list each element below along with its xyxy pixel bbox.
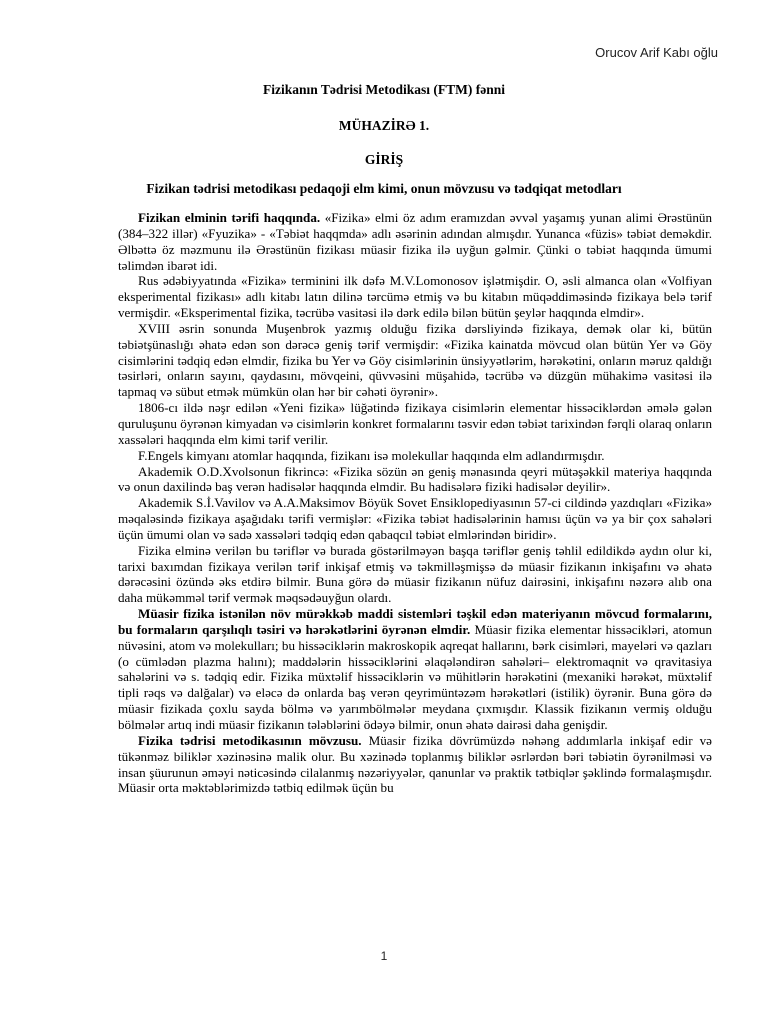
paragraph	[118, 495, 712, 543]
paragraph	[118, 210, 712, 273]
paragraph-text: Müasir fizika elementar hissəcikləri, atomun nüvəsini, atom və molekulları; bu hissəciklərin makroskopik aqreqat hallarını, bərk cisimləri, mayeləri və qazları (o cümlədən plazma halını); maddələrin hissəciklərini əlaqələndirən sahələri– elektromaqnit və qravitasiya sahələrini və s. tədqiq edir. Fizika müxtəlif hissəciklərin və mühitlərin hərəkətini (mexaniki hərəkət, müxtəlif tipli rəqs və dalğalar) və eləcə də onlarda baş verən qeyrimüntəzəm hərəkətləri (istilik) öyrənir. Buna görə də müasir fizikada çoxlu sayda bölmə və yarımbölmələr meydana çıxmışdır. Klassik fizikanın vermiş olduğu bölmələr artıq indi müasir fizikanın tələblərini ödəyə bilmir, onun əhatə dairəsi daha genişdir.	[118, 621, 713, 732]
paragraph	[118, 400, 712, 448]
paragraph	[118, 448, 712, 464]
paragraph-text: F.Engels kimyanı atomlar haqqında, fizikanı isə molekullar haqqında elm adlandırmışdır.	[138, 447, 605, 463]
paragraph	[118, 273, 712, 321]
lecture-title: MÜHAZİRƏ 1.	[338, 118, 430, 133]
paragraph-lead: Fizika tədrisi metodikasının mövzusu.	[138, 732, 362, 748]
page-number: 1	[380, 949, 388, 963]
paragraph-lead: Fizikan elminin tərifi haqqında.	[138, 210, 321, 225]
paragraph-text: XVIII əsrin sonunda Muşenbrok yazmış olduğu fizika dərsliyində fizikaya, demək olar ki, bütün təbiətşünaslığı əhatə edən son dərəcə geniş tərif vermişdir: «Fizika kainatda mövcud olan bütün Yer və Göy cisimlərini tədqiq edən elmdir, fizika bu Yer və Göy cisimlərinin ünsiyyətlərim, hərəkətini, onların məruz qaldığı təsirləri, onların sayını, qaydasını, mövqeini, qüvvəsini müşahidə, təcrübə və düzgün mühakimə vasitəsi ilə tapmaq və sübut etmək mümkün olan hər bir cəhəti öyrənir».	[118, 320, 712, 400]
topic-title: Fizikan tədrisi metodikası pedaqoji elm kimi, onun mövzusu və tədqiqat metodları	[146, 181, 622, 196]
paragraph-text: «Fizika» elmi öz adım eramızdan əvvəl yaşamış yunan alimi Ərəstünün (384–322 illər) «Fyuzika» - «Təbiət haqqmda» adlı əsərinin adından almışdır. Yunanca «füzis» təbiət deməkdir. Əlbəttə öz məzmunu ilə Ərəstünün fizikası müasir fizika ilə uyğun gəlmir. Çünki o təbiət haqqında ümumi təlimdən ibarət idi.	[118, 210, 712, 273]
paragraph	[118, 733, 712, 796]
paragraph-text: Akademik S.İ.Vavilov və A.A.Maksimov Böyük Sovet Ensiklopediyasının 57-ci cildində yazdıqları «Fizika» məqaləsində fizikaya aşağıdakı tərifi vermişlər: «Fizika təbiət hadisələrinin hamısı üçün və ya bir çox sahələri üçün ümumi olan və sadə xassələri tədqiq edən qabaqcıl təbiət elmlərindən biridir».	[118, 495, 712, 542]
paragraph	[118, 606, 712, 733]
paragraph-text: Rus ədəbiyyatında «Fizika» terminini ilk dəfə M.V.Lomonosov işlətmişdir. O, əsli almanca olan «Volfiyan eksperimental fizikası» adlı kitabı latın dilinə tərcümə etmiş və bu kitabın müqəddiməsində fizikaya belə tərif vermişdir. «Eksperimental fizika, təcrübə vasitəsi ilə dərk edilə bilən bütün şeylər haqqında elmdir».	[118, 273, 712, 321]
paragraph-text: Müasir fizika dövrümüzdə nəhəng addımlarla inkişaf edir və tükənməz biliklər xəzinəsinə malik olur. Bu xəzinədə toplanmış biliklər əsrlərdən bəri təbiətin öyrənilməsi və insan şüurunun əməyi nəticəsində cilalanmış nəzəriyyələr, qanunlar və praktik tətbiqlər şəklində formalaşmışdır. Müasir orta məktəblərimizdə tətbiq edilmək üçün bu	[118, 732, 712, 796]
paragraph-text: Fizika elminə verilən bu təriflər və burada göstərilməyən başqa təriflər geniş təhlil edildikdə aydın olur ki, tarixi baxımdan fizikaya verilən tərif inkişaf etmiş və təkmilləşmişsə də müasir fizikanın inkişafını və əhatə dərəcəsini özündə əks etdirə bilmir. Buna görə də müasir fizikanın nüfuz dairəsini, inkişafını nəzərə alıb ona daha mükəmməl tərif vermək məqsədəuyğun olardı.	[118, 542, 712, 606]
paragraph	[118, 321, 712, 400]
paragraph	[118, 543, 712, 606]
paragraph-text: 1806-cı ildə nəşr edilən «Yeni fizika» lüğətində fizikaya cisimlərin elementar hissəciklərdən əmələ gələn quruluşunu öyrənən kimyadan və cisimlərin konkret formalarını təsvir edən təbiət tarixindən fərqli olaraq onların xassələri haqqında elm kimi tərif verilir.	[118, 400, 712, 447]
subject-title: Fizikanın Tədrisi Metodikası (FTM) fənni	[262, 82, 505, 97]
body-text	[118, 210, 712, 796]
author-name: Orucov Arif Kabı oğlu	[595, 45, 718, 60]
paragraph-text: Akademik O.D.Xvolsonun fikrincə: «Fizika sözün ən geniş mənasında qeyri mütəşəkkil materiya haqqında və onun daxilində baş verən hadisələr haqqında elmdir. Bu hadisələrə fiziki hadisələr deyilir».	[118, 463, 712, 495]
section-title: GİRİŞ	[364, 152, 404, 167]
paragraph	[118, 464, 712, 496]
paragraph-lead: Müasir fizika istənilən növ mürəkkəb maddi sistemləri təşkil edən materiyanın mövcud formalarını, bu formaların qarşılıqlı təsiri və hərəkətlərini öyrənən elmdir.	[118, 606, 712, 637]
